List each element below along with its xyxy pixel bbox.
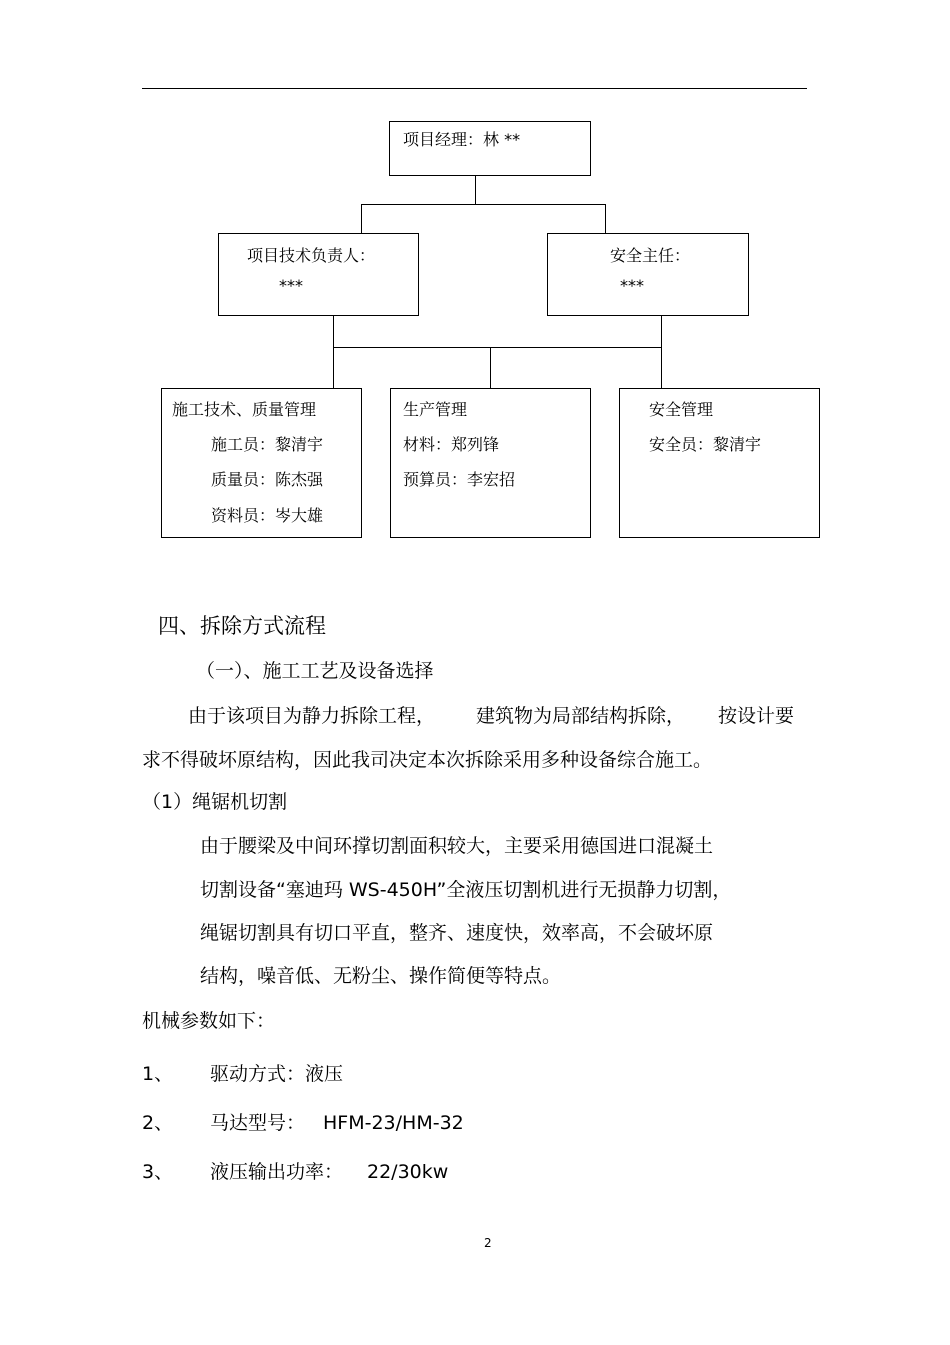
project-manager-label: 项目经理：林 ** <box>403 130 521 149</box>
safety-lead-name: *** <box>620 276 644 295</box>
subsection-heading: （一）、施工工艺及设备选择 <box>196 660 434 682</box>
tech-lead-box <box>218 233 419 316</box>
item-line: 绳锯切割具有切口平直，整齐、速度快，效率高，不会破坏原 <box>200 922 714 944</box>
connector <box>333 316 334 347</box>
paragraph-text: 建筑物为局部结构拆除， <box>476 705 686 727</box>
connector <box>361 204 362 234</box>
tech-lead-name: *** <box>279 276 303 295</box>
connector <box>475 175 476 205</box>
param-label: 液压输出功率： <box>210 1161 344 1183</box>
item-line: 结构，噪音低、无粉尘、操作简便等特点。 <box>200 965 562 987</box>
paragraph-text: 按设计要 <box>718 705 795 727</box>
construction-line: 质量员：陈杰强 <box>211 470 324 489</box>
production-box <box>390 388 591 538</box>
param-value: HFM-23/HM-32 <box>323 1112 464 1134</box>
header-rule <box>142 88 807 89</box>
param-number: 2、 <box>142 1112 174 1134</box>
construction-line: 资料员：岑大雄 <box>211 506 324 525</box>
connector <box>661 316 662 347</box>
safety-lead-title: 安全主任： <box>610 246 691 265</box>
connector <box>490 347 491 389</box>
paragraph-text: 求不得破坏原结构，因此我司决定本次拆除采用多种设备综合施工。 <box>142 749 713 771</box>
param-label: 马达型号： <box>210 1112 306 1134</box>
item-line: 由于腰梁及中间环撑切割面积较大，主要采用德国进口混凝土 <box>200 835 714 857</box>
param-number: 1、 <box>142 1063 174 1085</box>
connector <box>333 347 662 348</box>
param-value: 22/30kw <box>367 1161 449 1183</box>
safety-title: 安全管理 <box>649 400 714 419</box>
project-manager-box <box>389 121 591 176</box>
safety-lead-box <box>547 233 749 316</box>
item-line: 切割设备“塞迪玛 WS-450H”全液压切割机进行无损静力切割， <box>200 879 732 901</box>
paragraph-text: 由于该项目为静力拆除工程， <box>188 705 436 727</box>
connector <box>333 347 334 389</box>
item-title: （1）绳锯机切割 <box>142 791 288 813</box>
section-heading: 四、拆除方式流程 <box>158 614 326 638</box>
safety-management-box <box>619 388 820 538</box>
connector <box>661 347 662 389</box>
connector <box>605 204 606 234</box>
param-number: 3、 <box>142 1161 174 1183</box>
param-label: 驱动方式：液压 <box>210 1063 344 1085</box>
params-intro: 机械参数如下： <box>142 1010 276 1032</box>
construction-line: 施工员：黎清宇 <box>211 435 324 454</box>
production-title: 生产管理 <box>403 400 468 419</box>
construction-title: 施工技术、质量管理 <box>172 400 317 419</box>
production-line: 预算员：李宏招 <box>403 470 516 489</box>
tech-lead-title: 项目技术负责人： <box>247 246 376 265</box>
safety-line: 安全员：黎清宇 <box>649 435 762 454</box>
page-number: 2 <box>484 1236 492 1250</box>
connector <box>361 204 606 205</box>
production-line: 材料：郑列锋 <box>403 435 500 454</box>
construction-quality-box <box>161 388 362 538</box>
